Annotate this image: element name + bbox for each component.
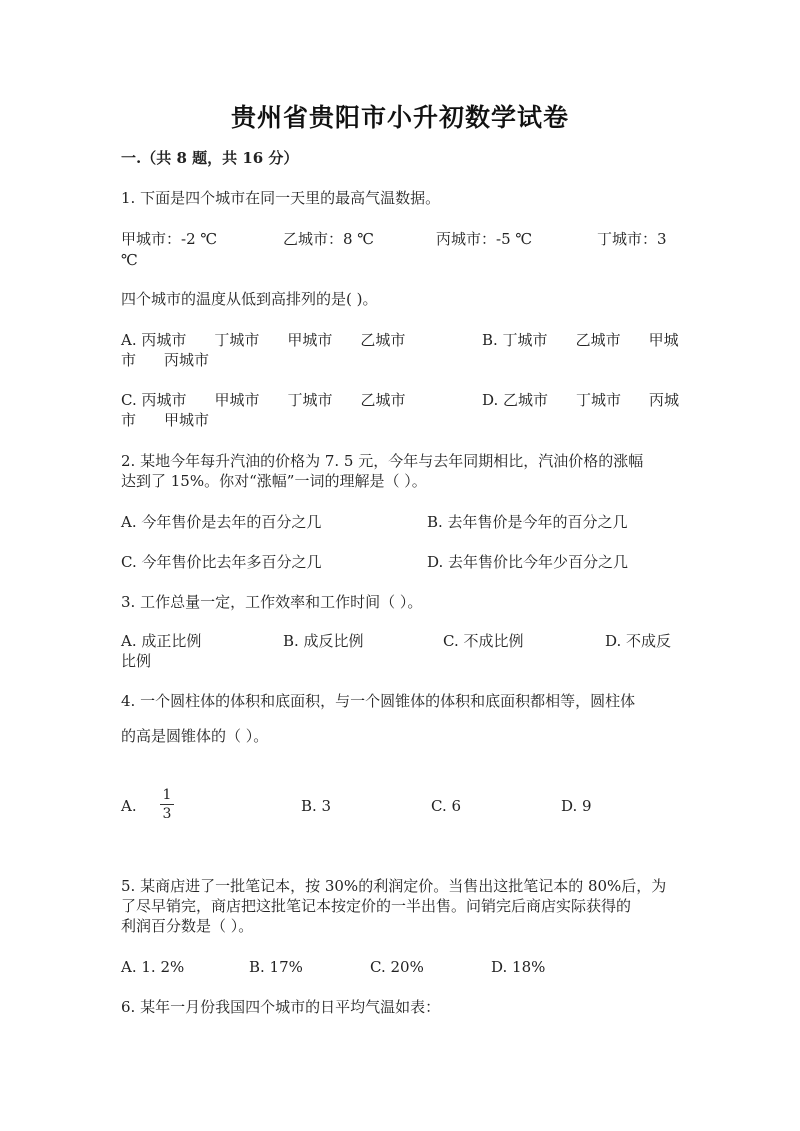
q1-c-item: C. 丙城市 — [121, 391, 187, 409]
page-title: 贵州省贵阳市小升初数学试卷 — [230, 103, 569, 132]
q4-option-d: D. 9 — [561, 797, 592, 815]
q3-option-b: B. 成反比例 — [283, 632, 364, 650]
q4-option-b: B. 3 — [301, 797, 332, 815]
q4-option-c: C. 6 — [431, 797, 462, 815]
q1-temp-yi: 乙城市：8 ℃ — [283, 230, 375, 248]
q4-option-a-fraction — [160, 787, 174, 822]
q4-line1: 4. 一个圆柱体的体积和底面积，与一个圆锥体的体积和底面积都相等，圆柱体 — [121, 692, 636, 710]
q1-b-item: 乙城市 — [575, 331, 621, 349]
fraction-bar — [160, 804, 174, 805]
q1-option-b-wrap — [121, 350, 209, 371]
q3-option-a: A. 成正比例 — [121, 632, 202, 650]
q1-d-item: D. 乙城市 — [482, 391, 549, 409]
q3-option-d-wrap: 比例 — [121, 652, 152, 670]
q5-line3: 利润百分数是（ ）。 — [121, 917, 254, 935]
q1-temp-bing: 丙城市：-5 ℃ — [436, 230, 533, 248]
q1-b-item: 丙城市 — [164, 351, 210, 369]
q2-line1: 2. 某地今年每升汽油的价格为 7. 5 元，今年与去年同期相比，汽油价格的涨幅 — [121, 452, 644, 470]
q5-line1: 5. 某商店进了一批笔记本，按 30%的利润定价。当售出这批笔记本的 80%后，为 — [121, 877, 667, 895]
q1-d-item: 丙城 — [649, 391, 680, 409]
q1-option-a — [121, 330, 405, 351]
q1-b-item: 市 — [121, 351, 137, 369]
q2-option-d: D. 去年售价比今年少百分之几 — [427, 553, 629, 571]
fraction-numerator: 1 — [162, 787, 172, 803]
q1-option-d — [482, 390, 679, 411]
q2-line2: 达到了 15%。你对“涨幅”一词的理解是（ ）。 — [121, 472, 427, 490]
q5-line2: 了尽早销完，商店把这批笔记本按定价的一半出售。问销完后商店实际获得的 — [121, 897, 632, 915]
q1-d-item: 丁城市 — [576, 391, 622, 409]
q5-option-c: C. 20% — [370, 958, 424, 976]
q3-option-c: C. 不成比例 — [443, 632, 524, 650]
q1-option-c — [121, 390, 406, 411]
q5-option-b: B. 17% — [249, 958, 303, 976]
q1-temp-jia: 甲城市：-2 ℃ — [121, 230, 218, 248]
q1-option-b — [482, 330, 679, 351]
q1-d-item: 市 — [121, 411, 137, 429]
q1-a-item: 乙城市 — [360, 331, 406, 349]
q2-option-c: C. 今年售价比去年多百分之几 — [121, 553, 322, 571]
q1-c-item: 乙城市 — [360, 391, 406, 409]
q1-c-item: 甲城市 — [214, 391, 260, 409]
section-header: 一.（共 8 题，共 16 分） — [121, 149, 299, 167]
q4-line2: 的高是圆锥体的（ ）。 — [121, 727, 269, 745]
q1-b-item: 甲城 — [648, 331, 679, 349]
q1-temp-wrap: ℃ — [121, 251, 138, 269]
q1-option-d-wrap — [121, 410, 209, 431]
q1-temp-ding: 丁城市：3 — [597, 230, 667, 248]
q2-option-b: B. 去年售价是今年的百分之几 — [427, 513, 628, 531]
q1-ask: 四个城市的温度从低到高排列的是( )。 — [121, 290, 378, 308]
q1-a-item: A. 丙城市 — [121, 331, 187, 349]
q3-option-d: D. 不成反 — [605, 632, 672, 650]
q1-d-item: 甲城市 — [164, 411, 210, 429]
q1-a-item: 甲城市 — [287, 331, 333, 349]
q1-c-item: 丁城市 — [287, 391, 333, 409]
q3-stem: 3. 工作总量一定，工作效率和工作时间（ ）。 — [121, 593, 423, 611]
q6-stem: 6. 某年一月份我国四个城市的日平均气温如表： — [121, 998, 441, 1016]
q5-option-a: A. 1. 2% — [121, 958, 185, 976]
q1-b-item: B. 丁城市 — [482, 331, 548, 349]
q5-option-d: D. 18% — [491, 958, 546, 976]
fraction-denominator: 3 — [162, 806, 172, 822]
q1-a-item: 丁城市 — [214, 331, 260, 349]
q1-stem: 1. 下面是四个城市在同一天里的最高气温数据。 — [121, 189, 441, 207]
q4-option-a-label: A. — [121, 797, 137, 815]
q2-option-a: A. 今年售价是去年的百分之几 — [121, 513, 322, 531]
